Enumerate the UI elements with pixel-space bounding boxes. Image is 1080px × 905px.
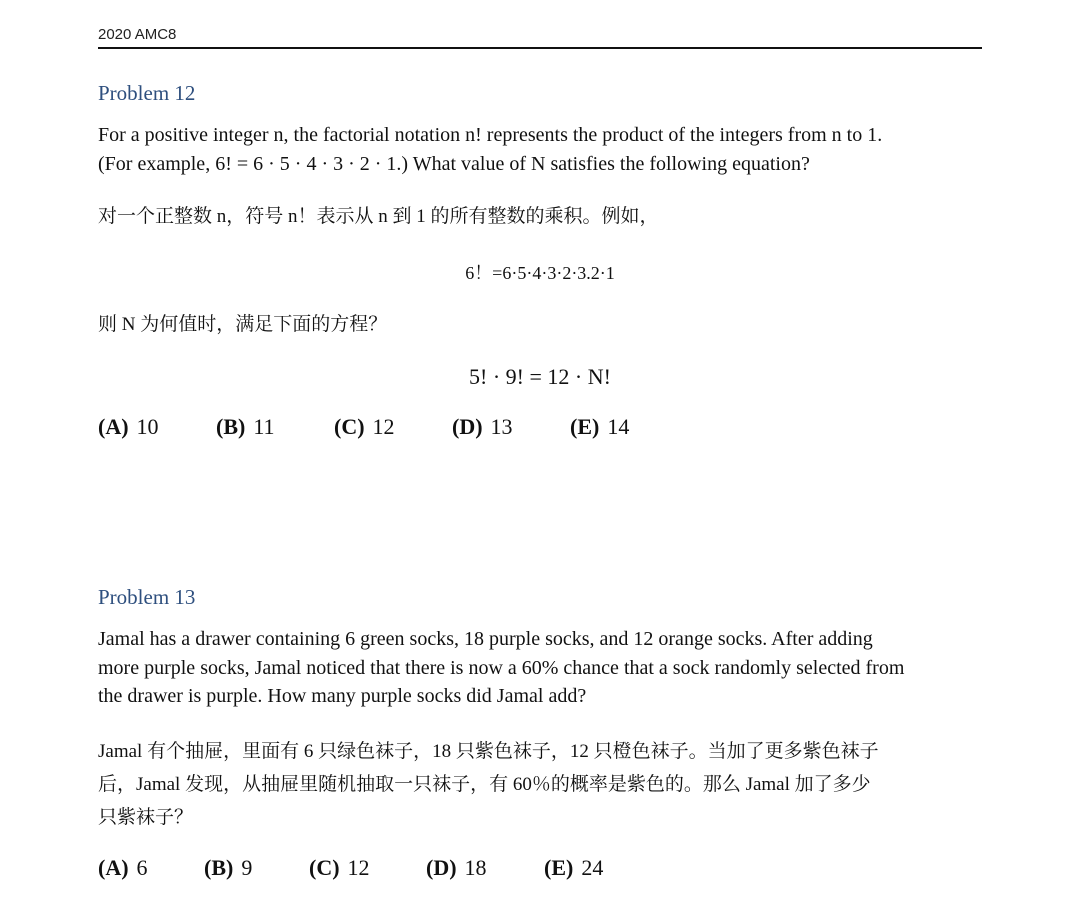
- header-rule: [98, 47, 982, 49]
- problem-12-chinese-question: 则 N 为何值时，满足下面的方程？: [98, 314, 388, 335]
- choice-value: 12: [347, 855, 370, 880]
- problem-13-cn-line-2: 后，Jamal 发现，从抽屉里随机抽取一只袜子，有 60％的概率是紫色的。那么 Jamal 加了多少: [98, 774, 871, 795]
- choice-c[interactable]: [309, 855, 370, 881]
- choice-a[interactable]: [98, 414, 159, 440]
- problem-12-equation: 5! · 9! = 12 · N!: [469, 364, 611, 389]
- problem-12-en-line-2: (For example, 6! = 6 · 5 · 4 · 3 · 2 · 1.) What value of N satisfies the following equation?: [98, 152, 810, 175]
- choice-c[interactable]: [334, 414, 395, 440]
- choice-e[interactable]: [544, 855, 603, 881]
- problem-12-chinese-example: 6！=6·5·4·3·2·3.2·1: [465, 263, 615, 283]
- choice-value: 14: [607, 414, 630, 439]
- choice-d[interactable]: [426, 855, 487, 881]
- problem-12-chinese-intro: 对一个正整数 n，符号 n！表示从 n 到 1 的所有整数的乘积。例如，: [98, 206, 659, 227]
- problem-13-en-line-2: more purple socks, Jamal noticed that there is now a 60% chance that a sock randomly selected from: [98, 656, 905, 679]
- problem-12-english: [98, 121, 982, 178]
- choice-label: (E): [544, 855, 574, 880]
- choice-d[interactable]: [452, 414, 513, 440]
- choice-label: (B): [204, 855, 234, 880]
- choice-e[interactable]: [570, 414, 629, 440]
- choice-label: (A): [98, 855, 129, 880]
- choice-label: (C): [309, 855, 340, 880]
- problem-12-title: Problem 12: [98, 81, 196, 105]
- problem-12-en-line-1: For a positive integer n, the factorial notation n! represents the product of the integers from n to 1.: [98, 124, 883, 146]
- choice-label: (B): [216, 414, 246, 439]
- choice-a[interactable]: [98, 855, 148, 881]
- problem-12-choices: [98, 414, 982, 444]
- problem-13-en-line-1: Jamal has a drawer containing 6 green socks, 18 purple socks, and 12 orange socks. After adding: [98, 628, 873, 650]
- choice-value: 12: [372, 414, 395, 439]
- choice-label: (E): [570, 414, 600, 439]
- problem-13-title: Problem 13: [98, 585, 196, 609]
- choice-value: 13: [490, 414, 513, 439]
- problem-13-cn-line-1: Jamal 有个抽屉，里面有 6 只绿色袜子，18 只紫色袜子，12 只橙色袜子。当加了更多紫色袜子: [98, 741, 879, 762]
- choice-label: (D): [452, 414, 483, 439]
- choice-label: (D): [426, 855, 457, 880]
- problem-13-choices: [98, 855, 982, 885]
- choice-value: 6: [136, 855, 148, 880]
- choice-label: (A): [98, 414, 129, 439]
- problem-13-en-line-3: the drawer is purple. How many purple socks did Jamal add?: [98, 685, 587, 707]
- choice-value: 11: [253, 414, 275, 439]
- choice-label: (C): [334, 414, 365, 439]
- choice-value: 18: [464, 855, 487, 880]
- problem-13-cn-line-3: 只紫袜子？: [98, 807, 194, 828]
- problem-13-chinese: [98, 735, 982, 834]
- choice-value: 10: [136, 414, 159, 439]
- choice-b[interactable]: [216, 414, 275, 440]
- choice-value: 24: [581, 855, 604, 880]
- choice-b[interactable]: [204, 855, 252, 881]
- choice-value: 9: [241, 855, 253, 880]
- page-header: 2020 AMC8: [98, 26, 177, 43]
- problem-13-english: [98, 625, 982, 711]
